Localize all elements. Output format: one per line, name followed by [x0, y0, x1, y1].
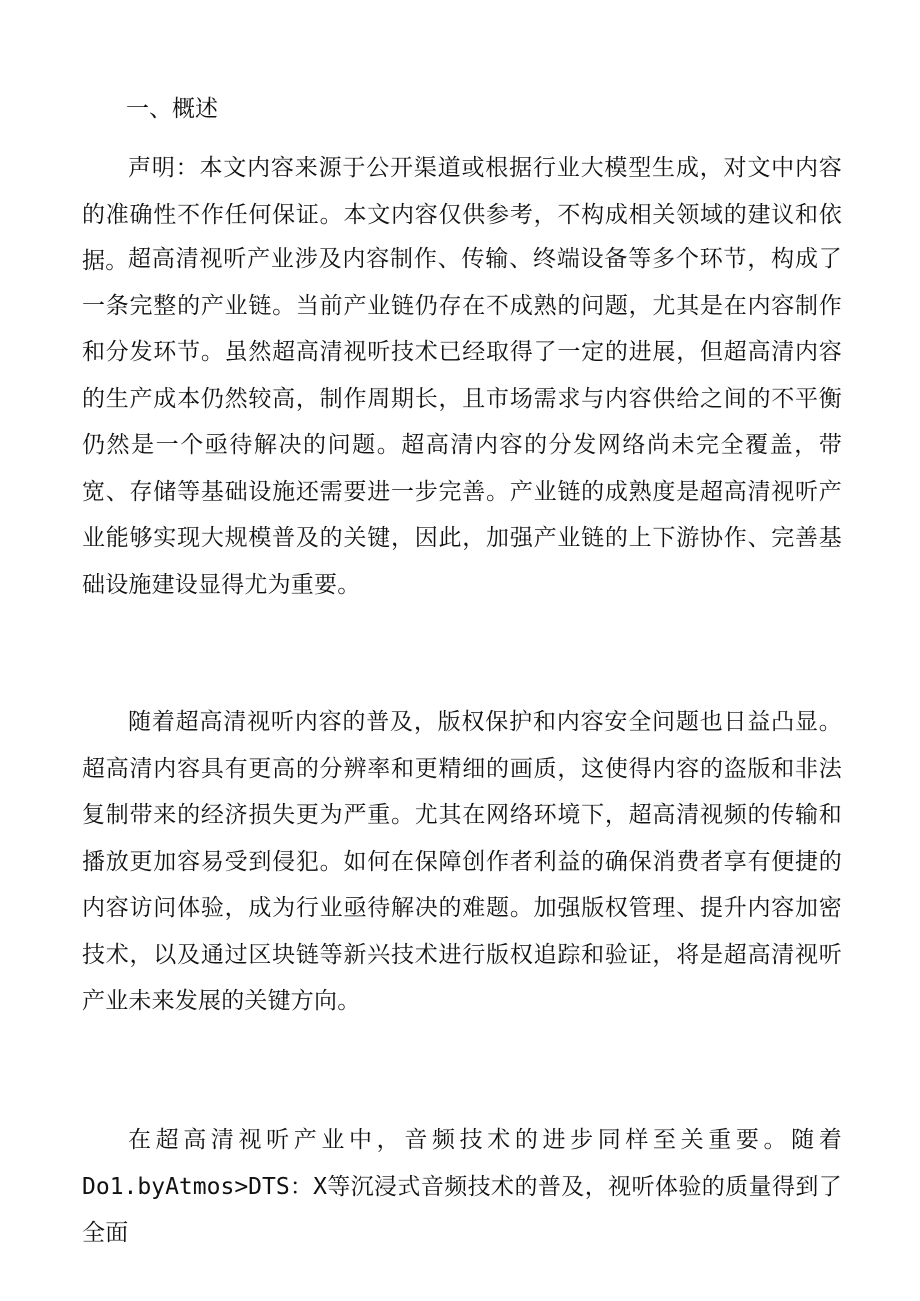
disclaimer-paragraph: 声明：本文内容来源于公开渠道或根据行业大模型生成，对文中内容的准确性不作任何保证。本文内容仅供参考，不构成相关领域的建议和依据。	[82, 155, 842, 274]
section-heading: 一、概述	[126, 96, 218, 122]
audio-paragraph-tail: 等沉浸式音频技术的普及，视听体验的质量得到了全面	[82, 1173, 842, 1246]
audio-paragraph-lead: 在超高清视听产业中，音频技术的进步同样至关重要。随着	[128, 1127, 842, 1153]
copyright-paragraph: 随着超高清视听内容的普及，版权保护和内容安全问题也日益凸显。超高清内容具有更高的分辨率和更精细的画质，这使得内容的盗版和非法复制带来的经济损失更为严重。尤其在网络环境下，超高清视频的传输和播放更加容易受到侵犯。如何在保障创作者利益的确保消费者享有便捷的内容访问体验，成为行业亟待解决的难题。加强版权管理、提升内容加密技术，以及通过区块链等新兴技术进行版权追踪和验证，将是超高清视听产业未来发展的关键方向。	[82, 709, 842, 1014]
audio-format-term: Do1.byAtmos>DTS：X	[82, 1173, 327, 1200]
industry-chain-paragraph: 超高清视听产业涉及内容制作、传输、终端设备等多个环节，构成了一条完整的产业链。当前产业链仍存在不成熟的问题，尤其是在内容制作和分发环节。虽然超高清视听技术已经取得了一定的进展，但超高清内容的生产成本仍然较高，制作周期长，且市场需求与内容供给之间的不平衡仍然是一个亟待解决的问题。超高清内容的分发网络尚未完全覆盖，带宽、存储等基础设施还需要进一步完善。产业链的成熟度是超高清视听产业能够实现大规模普及的关键，因此，加强产业链的上下游协作、完善基础设施建设显得尤为重要。	[82, 246, 842, 598]
audio-technology-paragraph	[82, 1117, 842, 1257]
